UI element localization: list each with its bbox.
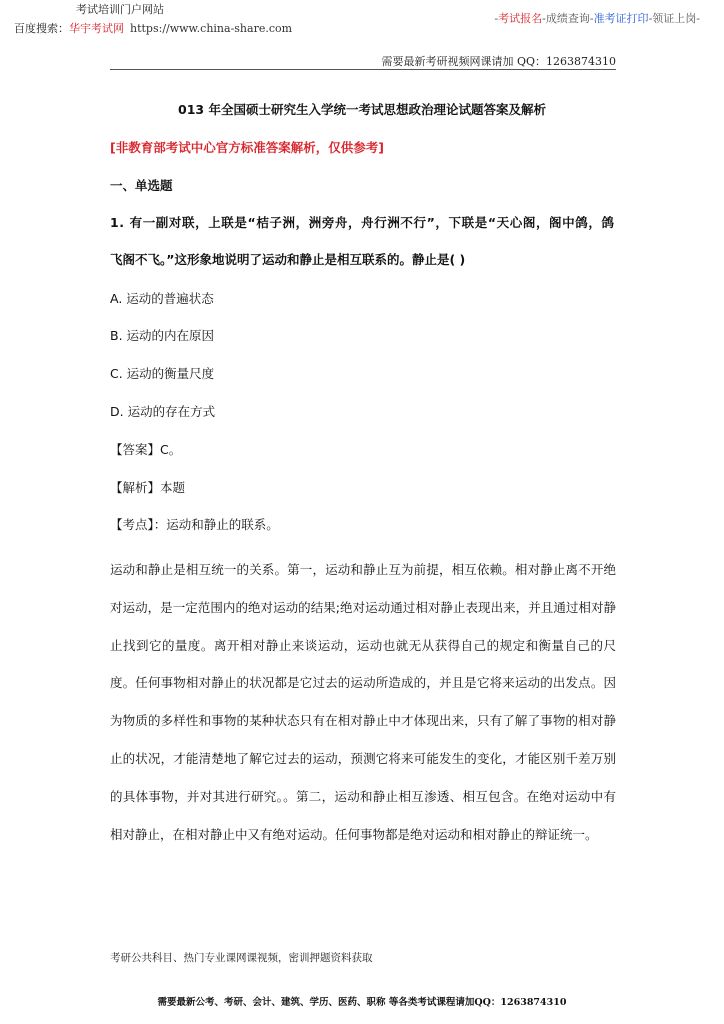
- option-d: D. 运动的存在方式: [110, 404, 216, 419]
- question-text-line1: 1. 有一副对联，上联是“桔子洲，洲旁舟，舟行洲不行”，下联是“天心阁，阁中鸽，鸽: [110, 215, 615, 230]
- nav-score-query[interactable]: 成绩查询: [545, 12, 590, 25]
- search-label: 百度搜索：: [14, 22, 69, 35]
- question-text-line2: 飞阁不飞。”这形象地说明了运动和静止是相互联系的。静止是( ): [110, 252, 466, 267]
- nav-exam-registration[interactable]: 考试报名: [498, 12, 543, 25]
- nav-separator: -: [589, 12, 594, 25]
- analysis-label: 【解析】本题: [110, 480, 186, 495]
- header-divider: [110, 69, 616, 70]
- nav-separator: -: [542, 12, 546, 25]
- nav-certificate[interactable]: 领证上岗: [652, 12, 697, 25]
- footer-promo: 考研公共科目、热门专业课网课视频，密训押题资料获取: [110, 952, 373, 964]
- site-name: 考试培训门户网站: [76, 3, 164, 16]
- nav-prefix: -: [494, 12, 499, 25]
- footer-contact: 需要最新公考、考研、会计、建筑、学历、医药、职称 等各类考试课程请加QQ：1263874310: [157, 997, 567, 1008]
- nav-admission-ticket[interactable]: 准考证打印: [593, 12, 649, 25]
- nav-separator: -: [648, 12, 653, 25]
- answer: 【答案】C。: [110, 442, 182, 457]
- option-a: A. 运动的普遍状态: [110, 291, 214, 306]
- option-b: B. 运动的内在原因: [110, 328, 215, 343]
- nav-suffix: -: [696, 12, 700, 25]
- disclaimer: [非教育部考试中心官方标准答案解析，仅供参考]: [110, 140, 384, 155]
- search-keyword[interactable]: 华宇考试网: [69, 22, 124, 35]
- section-heading: 一、单选题: [110, 178, 173, 193]
- key-point: 【考点】：运动和静止的联系。: [110, 517, 279, 532]
- search-hint: [14, 20, 292, 36]
- header-nav: [494, 10, 700, 26]
- document-title: 013 年全国硕士研究生入学统一考试思想政治理论试题答案及解析: [178, 102, 546, 117]
- option-c: C. 运动的衡量尺度: [110, 366, 215, 381]
- explanation-paragraph: 运动和静止是相互统一的关系。第一，运动和静止互为前提，相互依赖。相对静止离不开绝对运动，是一定范围内的绝对运动的结果;绝对运动通过相对静止表现出来，并且通过相对静止找到它的量度。离开相对静止来谈运动，运动也就无从获得自己的规定和衡量自己的尺度。任何事物相对静止的状况都是它过去的运动所造成的，并且是它将来运动的出发点。因为物质的多样性和事物的某种状态只有在相对静止中才体现出来，只有了解了事物的相对静止的状况，才能清楚地了解它过去的运动，预测它将来可能发生的变化，才能区别千差万别的具体事物，并对其进行研究。。第二，运动和静止相互渗透、相互包含。在绝对运动中有相对静止，在相对静止中又有绝对运动。任何事物都是绝对运动和相对静止的辩证统一。: [110, 562, 616, 842]
- site-url-link[interactable]: https://www.china-share.com: [130, 22, 293, 35]
- qq-notice: 需要最新考研视频网课请加 QQ：1263874310: [381, 55, 616, 68]
